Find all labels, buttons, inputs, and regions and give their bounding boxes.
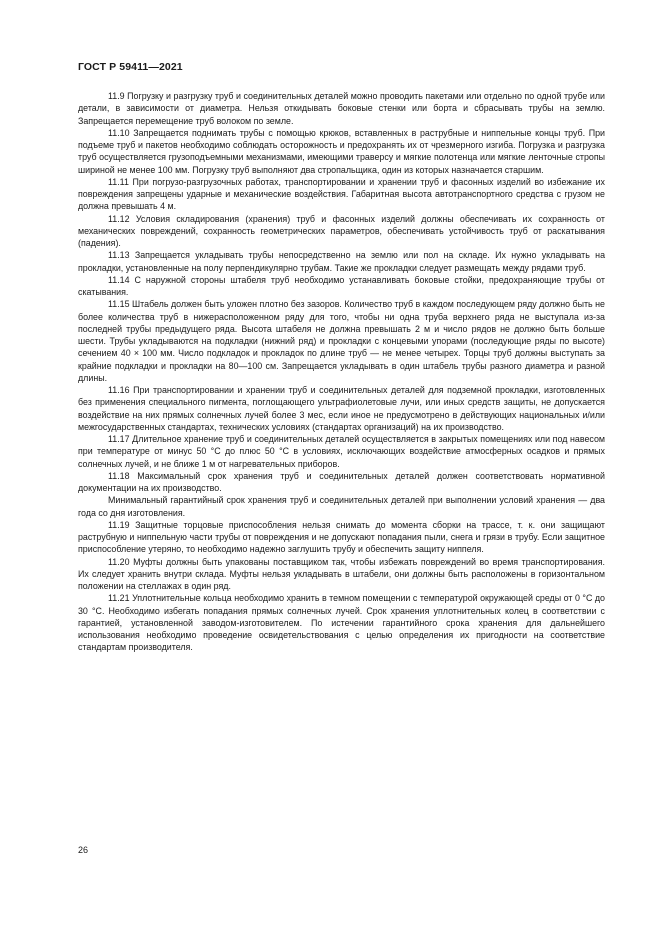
paragraph-11-13: 11.13 Запрещается укладывать трубы непосредственно на землю или пол на складе. Их нужно укладывать на прокладки, установленные на полу перпендикулярно трубам. Такие же прокладки следует размещать между рядами труб. — [78, 250, 605, 273]
paragraph-11-14: 11.14 С наружной стороны штабеля труб необходимо устанавливать боковые стойки, предохраняющие трубы от скатывания. — [78, 274, 605, 297]
paragraph-11-12: 11.12 Условия складирования (хранения) труб и фасонных изделий должны обеспечивать их сохранность от механических повреждений, сохранность геометрических параметров, обеспечивать устойчивость труб от раскатывания (падения). — [78, 213, 605, 248]
paragraph-11-16: 11.16 При транспортировании и хранении труб и соединительных деталей для подземной прокладки, изготовленных без применения специального пигмента, поглощающего ультрафиолетовые лучи, или иных средств защиты, не допускается воздействие на них прямых солнечных лучей более 3 мес, если иное не предусмотрено в действующих национальных и/или межгосударственных стандартах, технических условиях (стандартах организаций) на их производство. — [78, 385, 605, 432]
body-text — [78, 90, 605, 654]
paragraph-11-20: 11.20 Муфты должны быть упакованы поставщиком так, чтобы избежать повреждений во время транспортирования. Их следует хранить внутри склада. Муфты нельзя укладывать в штабели, они должны быть расположены в горизонтальном положении на стеллажах в один ряд. — [78, 556, 605, 591]
paragraph-11-21: 11.21 Уплотнительные кольца необходимо хранить в темном помещении с температурой окружающей среды от 0 °C до 30 °C. Необходимо избегать попадания прямых солнечных лучей. Срок хранения уплотнительных колец в соответствии с гарантией, установленной заводом-изготовителем. По истечении гарантийного срока хранения для дальнейшего использования необходимо проведение освидетельствования с целью определения их пригодности на соответствие стандартам производителя. — [78, 593, 605, 653]
paragraph-11-18: 11.18 Максимальный срок хранения труб и соединительных деталей должен соответствовать нормативной документации на их производство. — [78, 470, 605, 493]
paragraph-11-17: 11.17 Длительное хранение труб и соединительных деталей осуществляется в закрытых помещениях или под навесом при температуре от минус 50 °C до плюс 50 °C в условиях, исключающих воздействие атмосферных осадков и прямых солнечных лучей, и не ближе 1 м от нагревательных приборов. — [78, 434, 605, 469]
paragraph-11-9: 11.9 Погрузку и разгрузку труб и соединительных деталей можно проводить пакетами или отдельно по одной трубе или детали, в зависимости от диаметра. Нельзя откидывать боковые стенки или борта и сбрасывать трубы на землю. Запрещается перемещение труб волоком по земле. — [78, 91, 605, 126]
page-number: 26 — [78, 845, 89, 855]
paragraph-11-10: 11.10 Запрещается поднимать трубы с помощью крюков, вставленных в раструбные и ниппельные концы труб. При подъеме труб и пакетов необходимо соблюдать осторожность и предохранять их от чрезмерного изгиба. Погрузка и разгрузка труб осуществляется грузоподъемными механизмами, имеющими траверсу и мягкие полотенца или мягкие ленточные стропы шириной не менее 100 мм. Погрузку труб выполняют два стропальщика, один из которых назначается старшим. — [78, 127, 605, 175]
paragraph-guarantee: Минимальный гарантийный срок хранения труб и соединительных деталей при выполнении условий хранения — два года со дня изготовления. — [78, 495, 605, 518]
paragraph-11-11: 11.11 При погрузо-разгрузочных работах, транспортировании и хранении труб и фасонных изделий во избежание их повреждения запрещены ударные и механические воздействия. Габаритная высота автотранспортного средства с грузом не должна превышать 4 м. — [78, 176, 605, 212]
paragraph-11-19: 11.19 Защитные торцовые приспособления нельзя снимать до момента сборки на трассе, т. к. они защищают раструбную и ниппельную части трубы от повреждения и не допускают попадания пыли, снега и грязи в трубу. Если защитное приспособление утеряно, то необходимо надежно заглушить трубу и обеспечить защиту ниппеля. — [78, 519, 605, 555]
standard-header: ГОСТ Р 59411—2021 — [78, 61, 183, 73]
paragraph-11-15: 11.15 Штабель должен быть уложен плотно без зазоров. Количество труб в каждом последующем ряду должно быть не более количества труб в нижерасположенном ряду для того, чтобы ни одна труба верхнего ряда не выступала из-за последней трубы предыдущего ряда. Высота штабеля не должна превышать 2 м и число рядов не должно быть больше шести. Трубы укладываются на подкладки (нижний ряд) и прокладки с концевыми упорами (последующие ряды по высоте) сечением 40 × 100 мм. Число подкладок и прокладок по длине труб — не менее четырех. Торцы труб должны выступать за крайние подкладки и прокладки на 80—100 см. Запрещается укладывать в один штабель трубы разного диаметра и разной длины. — [78, 299, 605, 383]
